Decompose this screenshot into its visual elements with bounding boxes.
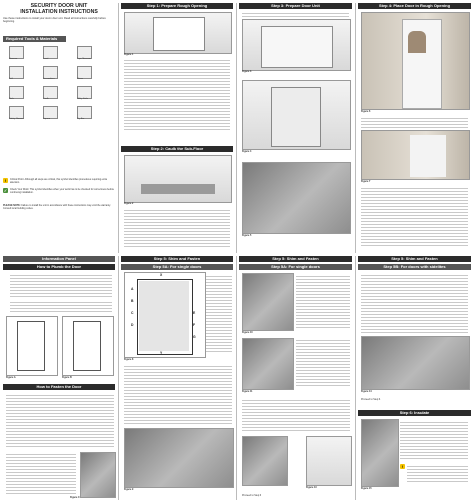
step-3-heading: Step 3: Prepare Door Unit (239, 3, 352, 9)
column-divider (118, 256, 119, 500)
notices (3, 178, 115, 210)
please-note-label: PLEASE NOTE: (3, 204, 21, 207)
proceed-step-6: Proceed to Step 6 (242, 494, 262, 497)
figure-c-image (80, 452, 116, 498)
figure-3-caption: Figure 3 (242, 70, 252, 73)
diagram-letter: B (131, 299, 134, 303)
figure-4-image (242, 80, 351, 150)
figure-b-caption: Figure B (62, 376, 72, 379)
column-divider (236, 256, 237, 500)
fasten-text (6, 393, 114, 449)
fasten-text-2 (6, 452, 76, 496)
diagram-letter: Y (160, 351, 163, 355)
step-5-heading: Step 5: Shim and Fasten (121, 256, 233, 262)
step-5b-text (361, 273, 468, 333)
step-4-heading: Step 4: Place Door in Rough Opening (358, 3, 471, 9)
step-5a-text-2 (296, 274, 350, 330)
step-5-heading-2: Step 5: Shim and Fasten (239, 256, 352, 262)
column-divider (236, 3, 237, 253)
figure-11-caption: Figure 11 (242, 390, 253, 393)
step-6-critical-text (407, 464, 468, 484)
figure-14-caption: Figure 14 (361, 390, 372, 393)
plumb-door-heading: How to Plumb the Door (3, 264, 115, 270)
please-note-text: Failure to install the unit in accordance with these instructions may void the warranty. Consult local building codes. (3, 204, 111, 211)
step-5a-text (124, 364, 232, 424)
figure-1-caption: Figure 1 (124, 53, 134, 56)
figure-2-caption: Figure 2 (124, 202, 134, 205)
step-5b-heading: Step 5B: For doors with sidelites (358, 264, 471, 270)
figure-13-caption: Figure 13 (306, 486, 317, 489)
figure-a-caption: Figure A (6, 376, 16, 379)
figure-8-diagram (124, 272, 206, 358)
column-divider (355, 3, 356, 253)
plumb-text (10, 273, 112, 297)
figure-10-caption: Figure 10 (242, 331, 253, 334)
diagram-letter: G (193, 335, 196, 339)
check-work-icon: ✓ (3, 188, 8, 193)
figure-11-image (242, 338, 294, 390)
figure-9-caption: Figure 9 (124, 488, 134, 491)
figure-15-caption: Figure 15 (361, 487, 372, 490)
step-6-text (400, 420, 468, 460)
step-1-heading: Step 1: Prepare Rough Opening (121, 3, 233, 9)
diagram-letter: E (193, 311, 196, 315)
figure-9-image (124, 428, 234, 488)
step-4-text-2 (361, 186, 468, 248)
critical-point-icon: ! (401, 464, 404, 469)
tools-grid: Hammer Level Tape Measure Drill Screwdriver Shims Nails Caulk Utility Knife Safety Glasses Square Pry Bar (3, 44, 115, 162)
proceed-step-6-b: Proceed to Step 6. (361, 398, 381, 401)
figure-a-diagram (6, 316, 58, 376)
figure-4-caption: Figure 4 (242, 150, 252, 153)
diagram-letter: X (160, 273, 163, 277)
diagram-letter: A (131, 287, 134, 291)
step-3-text (242, 11, 349, 17)
diagram-letter: C (131, 311, 134, 315)
column-divider (118, 3, 119, 253)
column-divider (355, 256, 356, 500)
figure-2-image (124, 155, 232, 203)
figure-7-image (361, 130, 470, 180)
page-title: SECURITY DOOR UNIT INSTALLATION INSTRUCTIONS (20, 3, 98, 15)
fasten-door-heading: How to Fasten the Door (3, 384, 115, 390)
diagram-letter: D (131, 323, 134, 327)
critical-point-icon: ! (4, 178, 7, 183)
figure-14-image (361, 336, 470, 390)
check-work-text: Check Your Work: This symbol identifies when your work has to be checked for correctness before continuing installation. (10, 188, 114, 195)
figure-10-image (242, 273, 294, 331)
figure-7-caption: Figure 7 (361, 180, 371, 183)
step-5a-heading: Step 5A: For single doors (121, 264, 233, 270)
critical-point-text: Critical Point: Although all steps are critical, this symbol identifies procedures requiring extra attention. (10, 178, 107, 185)
step-1-text (124, 58, 230, 132)
figure-1-image (124, 12, 232, 54)
diagram-letter: F (193, 323, 196, 327)
figure-c-caption: Figure C (70, 496, 80, 499)
step-5a-text-3 (296, 338, 350, 388)
figure-b-diagram (62, 316, 114, 376)
info-panel-heading: Information Panel (3, 256, 115, 262)
figure-5-image (242, 162, 351, 234)
figure-6-image (361, 12, 470, 110)
tools-heading: Required Tools & Materials (3, 36, 66, 42)
step-2-heading: Step 2: Caulk the Sub-Floor (121, 146, 233, 152)
figure-15-image (361, 419, 399, 487)
step-4-text (361, 116, 468, 128)
step-5a-heading-2: Step 5A: For single doors (239, 264, 352, 270)
figure-6-caption: Figure 6 (361, 110, 371, 113)
step-6-heading: Step 6: Insulate (358, 410, 471, 416)
figure-12-image (242, 436, 288, 486)
step-5a-side-text (206, 274, 232, 354)
figure-13-image (306, 436, 352, 486)
plumb-text-2 (10, 300, 112, 312)
figure-8-caption: Figure 8 (124, 358, 134, 361)
step-2-text (124, 208, 230, 248)
figure-3-image (242, 19, 351, 71)
intro-text: Use these instructions to install your storm door unit. Read all instructions carefully before beginning. (3, 17, 106, 24)
figure-5-caption: Figure 5 (242, 234, 252, 237)
header-panel (3, 3, 115, 24)
step-5a-text-4 (242, 398, 350, 432)
step-5-heading-3: Step 5: Shim and Fasten (358, 256, 471, 262)
